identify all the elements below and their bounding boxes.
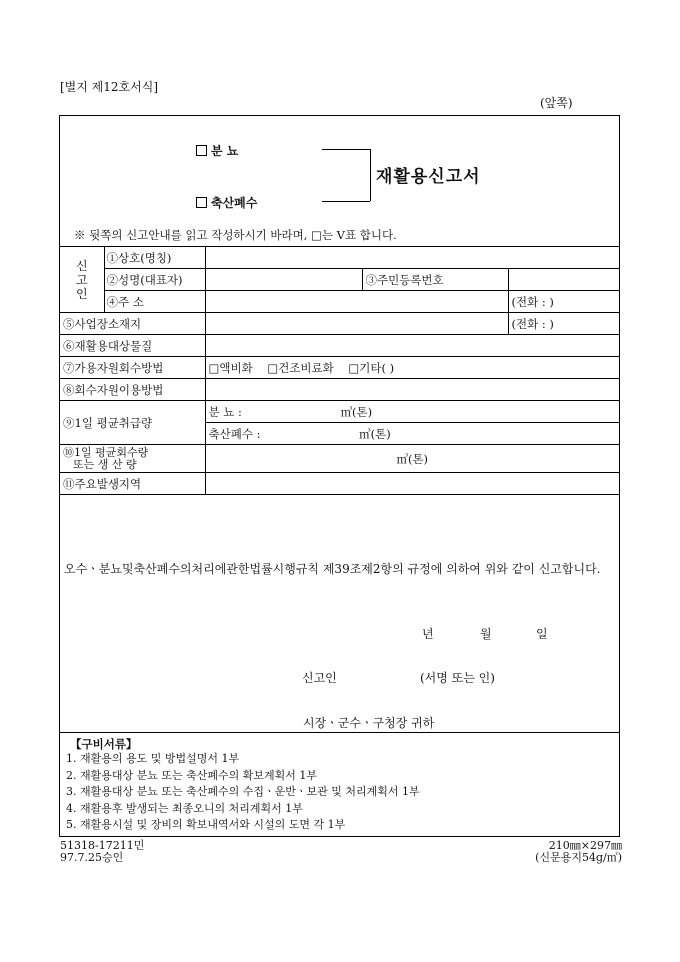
list-item: 2. 재활용대상 분뇨 또는 축산폐수의 확보계획서 1부 [66, 768, 317, 782]
footer-left [60, 840, 144, 864]
checkbox-manure[interactable] [196, 145, 207, 156]
notice: ※ 뒷쪽의 신고안내를 읽고 작성하시기 바라며, □는 V표 합니다. [74, 228, 397, 242]
recovery-method-options[interactable] [205, 357, 619, 379]
reuse-method-label: ⑧회수자원이용방법 [60, 379, 205, 401]
daily-recovery-field[interactable] [205, 445, 619, 473]
approval-date: 97.7.25승인 [60, 851, 124, 864]
recycle-material-label: ⑥재활용대상물질 [60, 335, 205, 357]
unit-label: ㎥(톤) [359, 426, 391, 441]
list-item: 3. 재활용대상 분뇨 또는 축산폐수의 수집ㆍ운반ㆍ보관 및 처리계획서 1부 [66, 785, 420, 798]
documents-title: 【구비서류】 [70, 737, 138, 751]
representative-field[interactable] [205, 269, 362, 291]
method-other[interactable]: □기타( ) [348, 360, 395, 375]
manure-label: 분 뇨 : [208, 404, 242, 419]
required-documents [60, 732, 619, 837]
form-title: 재활용신고서 [376, 167, 481, 187]
date-month: 월 [480, 627, 492, 641]
address-field[interactable] [205, 291, 508, 313]
daily-recovery-label: ⑩1일 평균회수량 또는 생 산 량 [60, 445, 205, 473]
option-livestock[interactable]: 축산폐수 [196, 194, 257, 211]
declaration-text: 오수ㆍ분뇨및축산폐수의처리에관한법률시행규칙 제39조제2항의 규정에 의하여 위와 같이 신고합니다. [64, 562, 601, 576]
list-item: 5. 재활용시설 및 장비의 확보내역서와 시설의 도면 각 1부 [66, 818, 346, 831]
phone-field[interactable]: (전화 : ) [508, 291, 619, 313]
bracket [322, 201, 370, 202]
form-code: 51318-17211민 [60, 839, 145, 852]
paper-size: 210㎜×297㎜ [548, 839, 622, 852]
resident-no-field[interactable] [508, 269, 619, 291]
recycle-material-field[interactable] [205, 335, 619, 357]
date-year: 년 [422, 627, 434, 641]
reporter-label: 신고인 [302, 671, 337, 685]
method-liquid[interactable]: □액비화 [208, 360, 253, 375]
daily-handling-label: ⑨1일 평균취급량 [60, 401, 205, 445]
documents-list [66, 751, 420, 834]
livestock-label: 축산폐수 : [208, 426, 261, 441]
list-item: 4. 재활용후 발생되는 최종오니의 처리계획서 1부 [66, 801, 303, 815]
unit-label: ㎥(톤) [340, 404, 373, 419]
manure-amount-field[interactable] [205, 401, 619, 423]
address-label: ④주 소 [104, 291, 205, 313]
form-table [60, 246, 619, 495]
workplace-field[interactable] [205, 313, 508, 335]
method-dry[interactable]: □건조비료화 [267, 360, 334, 375]
trade-name-field[interactable] [205, 247, 619, 269]
recipient: 시장ㆍ군수ㆍ구청장 귀하 [303, 716, 435, 730]
reuse-method-field[interactable] [205, 379, 619, 401]
option-manure[interactable]: 분 뇨 [196, 142, 238, 159]
main-region-label: ⑪주요발생지역 [60, 473, 205, 495]
footer-right [510, 840, 622, 864]
form-number: [별지 제12호서식] [60, 80, 158, 94]
representative-label: ②성명(대표자) [104, 269, 205, 291]
date-day: 일 [536, 627, 548, 641]
workplace-label: ⑤사업장소재지 [60, 313, 205, 335]
unit-label: ㎥(톤) [396, 451, 429, 466]
checkbox-livestock[interactable] [196, 197, 207, 208]
page-side: (앞쪽) [540, 96, 573, 110]
main-region-field[interactable] [205, 473, 619, 495]
recovery-method-label: ⑦가용자원회수방법 [60, 357, 205, 379]
paper-type: (신문용지54g/㎡) [535, 851, 622, 864]
resident-no-label: ③주민등록번호 [362, 269, 508, 291]
declarant-label: 신고인 [60, 247, 104, 313]
trade-name-label: ①상호(명칭) [104, 247, 205, 269]
title-block [60, 116, 619, 226]
bracket [322, 149, 370, 150]
report-form [59, 115, 620, 837]
workplace-phone-field[interactable]: (전화 : ) [508, 313, 619, 335]
signature-label: (서명 또는 인) [420, 671, 495, 685]
list-item: 1. 재활용의 용도 및 방법설명서 1부 [66, 752, 240, 765]
bracket [370, 149, 371, 201]
livestock-amount-field[interactable] [205, 423, 619, 445]
